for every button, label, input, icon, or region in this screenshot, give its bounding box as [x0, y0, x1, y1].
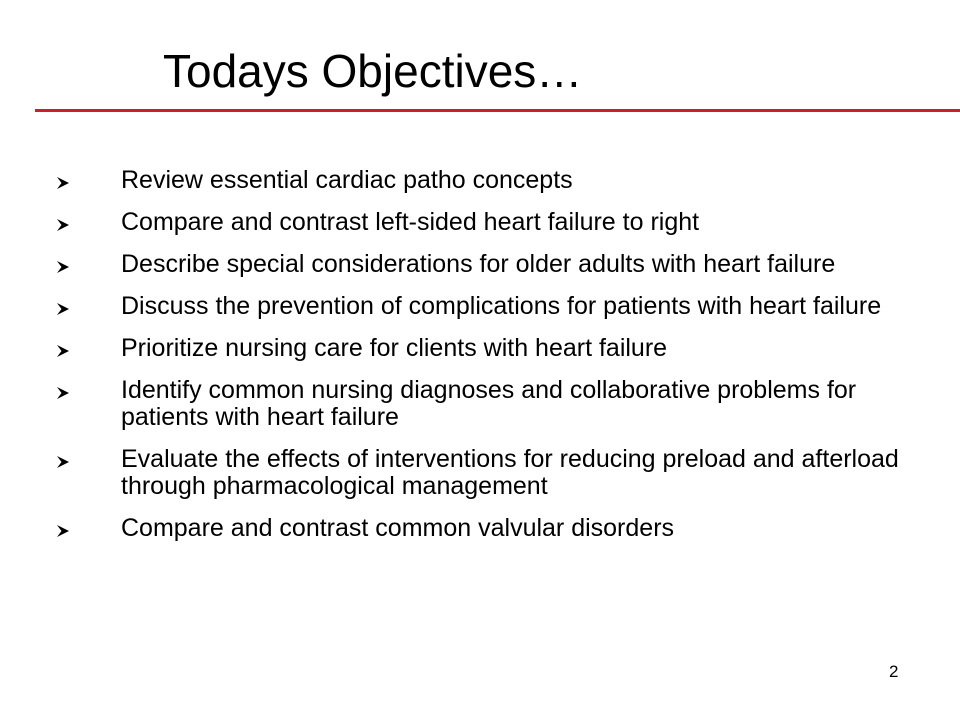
arrowhead-bullet-icon [57, 261, 69, 273]
arrowhead-bullet-icon [57, 219, 69, 231]
objective-item [0, 377, 960, 431]
page-number: 2 [889, 662, 899, 681]
objectives-list [0, 167, 960, 557]
arrowhead-bullet-icon [57, 525, 69, 537]
objective-item [0, 209, 960, 236]
objective-item [0, 293, 960, 320]
objective-item [0, 251, 960, 278]
arrowhead-bullet-icon [57, 456, 69, 468]
objective-text: Compare and contrast common valvular disorders [121, 514, 675, 542]
slide-title: Todays Objectives… [163, 45, 583, 97]
objective-text: Review essential cardiac patho concepts [121, 166, 573, 194]
arrowhead-bullet-icon [57, 177, 69, 189]
objective-item [0, 446, 960, 500]
objective-item [0, 335, 960, 362]
title-divider [35, 109, 960, 112]
objective-text: Evaluate the effects of interventions for reducing preload and afterload through pharmacological management [121, 445, 899, 500]
objective-text: Discuss the prevention of complications for patients with heart failure [121, 292, 882, 320]
arrowhead-bullet-icon [57, 345, 69, 357]
objective-item [0, 167, 960, 194]
objective-text: Identify common nursing diagnoses and collaborative problems for patients with heart failure [121, 376, 857, 431]
objective-item [0, 515, 960, 542]
arrowhead-bullet-icon [57, 303, 69, 315]
arrowhead-bullet-icon [57, 387, 69, 399]
objective-text: Compare and contrast left-sided heart failure to right [121, 208, 700, 236]
objective-text: Prioritize nursing care for clients with heart failure [121, 334, 668, 362]
objective-text: Describe special considerations for older adults with heart failure [121, 250, 836, 278]
